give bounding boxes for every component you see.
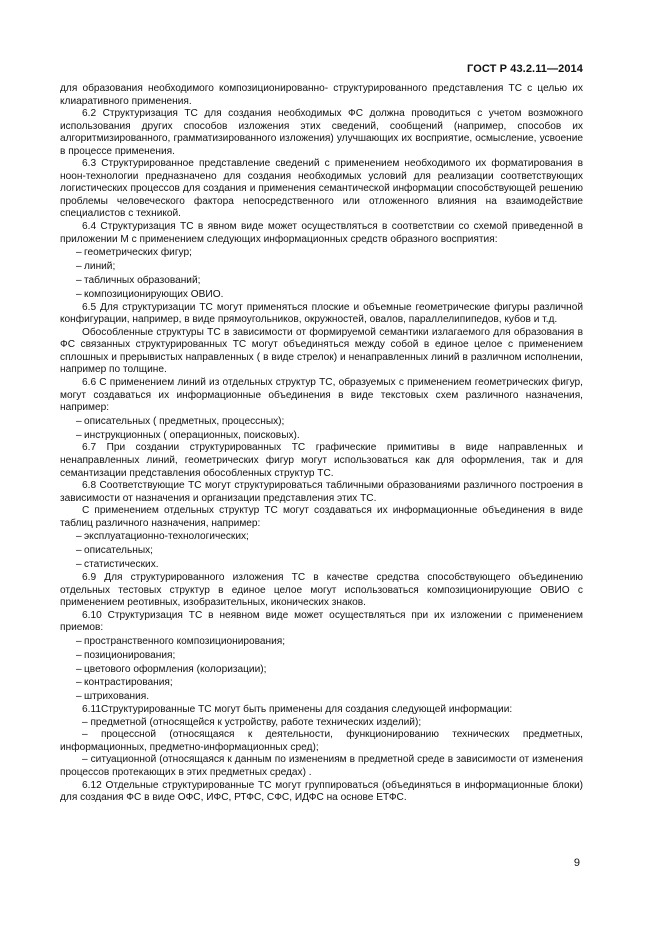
paragraph: для образования необходимого композиционированно- структурированного представления ТС с целью их клиаративного применения. <box>60 83 583 107</box>
document-code-header: ГОСТ Р 43.2.11—2014 <box>467 63 583 75</box>
list-item-text: табличных образований; <box>84 274 201 286</box>
list-item-text: описательных ( предметных, процессных); <box>84 415 285 427</box>
list-dash: – <box>76 531 82 543</box>
list-item-text: композиционирующих ОВИО. <box>84 288 224 300</box>
paragraph: 6.8 Соответствующие ТС могут структурироваться табличными образованиями различного построения в зависимости от назначения и организации представления этих ТС. <box>60 480 583 504</box>
paragraph: 6.9 Для структурированного изложения ТС в качестве средства способствующего объединению отдельных тестовых структур в единое целое могут использоваться композиционирующие ОВИО с применением реотивных, изобразительных, иконических знаков. <box>60 572 583 609</box>
list-item-text: описательных; <box>84 545 153 557</box>
paragraph: 6.5 Для структуризации ТС могут применяться плоские и объемные геометрические фигуры различной конфигурации, например, в виде прямоугольников, окружностей, овалов, параллелипипедов, кубов и т.д. <box>60 301 583 326</box>
list-dash: – <box>76 691 82 703</box>
list-dash: – <box>76 649 82 661</box>
list-item-text: позиционирования; <box>84 649 176 661</box>
list-item <box>60 288 583 302</box>
list-dash: – <box>76 274 82 286</box>
list-dash: – <box>76 247 82 259</box>
list-item-text: пространственного композиционирования; <box>84 635 286 647</box>
list-item <box>60 544 583 558</box>
list-item <box>60 635 583 649</box>
list-item <box>60 676 583 690</box>
paragraph: 6.2 Структуризация ТС для создания необходимых ФС должна проводиться с учетом возможного использования других способов изложения этих сведений, сообщений (например, способов их алгоритмизированного, грамматизированного изложения) улучшающих их восприятие, осмысление, усвоение в процессе применения. <box>60 108 583 157</box>
list-item-text: цветового оформления (колоризации); <box>84 663 267 675</box>
list-dash: – <box>76 415 82 427</box>
paragraph: 6.12 Отдельные структурированные ТС могут группироваться (объединяться в информационные блоки) для создания ФС в виде ОФС, ИФС, РТФС, СФС, ИДФС на основе ЕТФС. <box>60 779 583 804</box>
list-dash: – <box>76 261 82 273</box>
list-item <box>60 530 583 544</box>
list-dash: – <box>76 635 82 647</box>
list-item <box>60 260 583 274</box>
list-item-text: инструкционных ( операционных, поисковых). <box>84 429 300 441</box>
list-dash: – <box>76 559 82 571</box>
list-item-text: штрихования. <box>84 691 150 703</box>
list-item-text: геометрических фигур; <box>84 247 192 259</box>
paragraph: 6.6 С применением линий из отдельных структур ТС, образуемых с применением геометрических фигур, могут создаваться их информационные объединения в виде текстовых схем различного назначения, например: <box>60 377 583 414</box>
list-item <box>60 274 583 288</box>
paragraph: 6.4 Структуризация ТС в явном виде может осуществляться в соответствии со схемой приведенной в приложении М с применением следующих информационных средств образного восприятия: <box>60 221 583 245</box>
list-dash: – <box>76 663 82 675</box>
list-item <box>60 246 583 260</box>
list-item-text: эксплуатационно-технологических; <box>84 531 249 543</box>
list-item-text: контрастирования; <box>84 677 173 689</box>
paragraph: Обособленные структуры ТС в зависимости от формируемой семантики излагаемого для образования в ФС связанных структурированных ТС могут объединяться между собой в единое целое с применением сплошных и прерывистых направленных ( в виде стрелок) и ненаправленных линий в различном исполнении, например по толщине. <box>60 326 583 376</box>
list-item <box>60 649 583 663</box>
paragraph: С применением отдельных структур ТС могут создаваться их информационные объединения в виде таблиц различного назначения, например: <box>60 505 583 529</box>
list-dash: – <box>76 677 82 689</box>
page-number: 9 <box>573 857 580 869</box>
list-item <box>60 663 583 677</box>
list-dash: – <box>76 429 82 441</box>
list-item <box>60 558 583 572</box>
list-item <box>60 690 583 704</box>
paragraph: 6.10 Структуризация ТС в неявном виде может осуществляться при их изложении с применением приемов: <box>60 609 583 634</box>
list-dash: – <box>76 545 82 557</box>
paragraph: 6.11Структурированные ТС могут быть применены для создания следующей информации: <box>82 704 513 716</box>
paragraph: – ситуационной (относящаяся к данным по изменениям в предметной среде в зависимости от изменения процессов протекающих в этих предметных средах) . <box>60 754 583 779</box>
list-item-text: статистических. <box>84 559 159 571</box>
list-dash: – <box>76 288 82 300</box>
paragraph: 6.7 При создании структурированных ТС графические примитивы в виде направленных и ненаправленных линий, геометрических фигур могут использоваться как для оформления, так и для семантизации представления обособленных структур ТС. <box>60 442 583 479</box>
paragraph: 6.3 Структурированное представление сведений с применением необходимого их форматирования в ноон-технологии предназначено для создания необходимых условий для реализации соответствующих логистических процессов для создания и применения семантической информации способствующей решению проблемы человеческого фактора непосредственного или отложенного влияния на взаимодействие специалистов с техникой. <box>60 158 583 220</box>
list-item-text: линий; <box>84 261 116 273</box>
paragraph: – процессной (относящаяся к деятельности, функционированию технических предметных, информационных, предметно-информационных сред); <box>60 729 583 753</box>
list-item <box>60 429 583 443</box>
list-item <box>60 415 583 429</box>
document-body <box>60 83 583 805</box>
paragraph: – предметной (относящейся к устройству, работе технических изделий); <box>82 716 422 728</box>
